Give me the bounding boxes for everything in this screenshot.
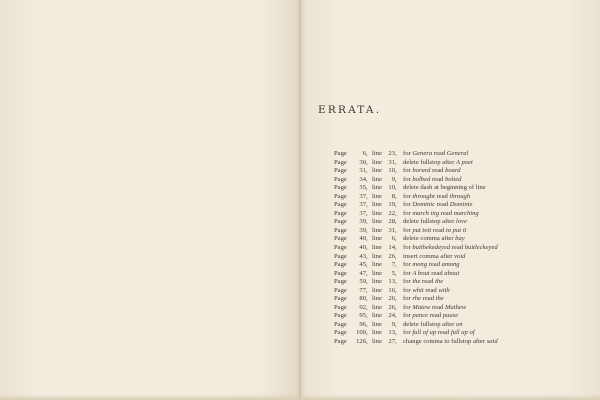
page-number: 40 [359,244,366,252]
separator: , [395,192,397,200]
line-number: 27 [388,338,395,346]
correction-word: read [431,226,446,234]
line-word: line [372,184,382,192]
errata-row [334,329,574,338]
italic-word: march ing [412,209,440,217]
errata-row [334,278,574,287]
correction-word: read [430,167,446,175]
errata-row [334,338,574,347]
page-word: Page [334,192,347,200]
italic-word: about [444,269,460,277]
line-number: 28 [388,218,395,226]
separator: , [395,252,397,260]
separator: , [366,158,368,166]
separator: , [366,175,368,183]
separator: , [366,192,368,200]
line-word: line [372,167,382,175]
line-word: line [372,201,382,209]
italic-word: throught [412,192,435,200]
line-number: 19 [388,201,395,209]
line-word: line [372,150,382,157]
page-word: Page [334,286,347,294]
page-word: Page [334,175,347,183]
book-gutter [299,0,301,400]
separator: , [366,226,368,234]
page-number: 31 [359,167,366,175]
errata-row [334,261,574,270]
line-number: 9 [391,320,395,328]
separator: , [395,226,397,234]
correction-word: read [428,312,443,320]
line-number: 31 [388,158,395,166]
page-number: 37 [359,192,366,200]
correction-text [401,193,573,202]
correction-word: read [430,303,445,311]
correction-text [401,312,573,321]
errata-list [334,150,574,347]
line-number: 8 [391,192,395,200]
italic-word: Genera [412,150,433,157]
correction-word: read [423,286,439,294]
errata-row [334,304,574,313]
correction-word: for [403,286,413,294]
correction-word: delete dash at beginning of line [403,184,486,192]
italic-word: the [435,295,444,303]
separator: , [366,338,368,346]
italic-word: Dominie [449,201,473,209]
italic-word: board [445,167,461,175]
errata-row [334,287,574,296]
page-number: 40 [359,235,366,243]
correction-word: for [403,226,413,234]
correction-word: for [403,192,413,200]
page-word: Page [334,338,347,346]
page-word: Page [334,150,347,157]
separator: , [366,184,368,192]
correction-word: read [450,244,465,252]
errata-row [334,270,574,279]
errata-row [334,184,574,193]
line-number: 26 [388,252,395,260]
errata-row [334,210,574,219]
italic-word: the [435,278,444,286]
line-number: 23 [388,150,395,157]
line-word: line [372,244,382,252]
line-word: line [372,278,382,286]
line-word: line [372,303,382,311]
correction-word: for [403,175,413,183]
correction-word: for [403,312,413,320]
line-word: line [372,192,382,200]
page-number: 100 [356,329,366,337]
correction-text [401,329,573,338]
italic-word: A poet [455,158,473,166]
italic-word: Mathew [444,303,467,311]
errata-row [334,227,574,236]
line-word: line [372,226,382,234]
italic-word: said [486,338,498,346]
italic-word: through [449,192,471,200]
correction-text [401,278,573,287]
correction-word: for [403,303,413,311]
line-number: 26 [388,295,395,303]
page-word: Page [334,312,347,320]
separator: , [366,201,368,209]
line-word: line [372,235,382,243]
errata-row [334,312,574,321]
page-number: 35 [359,184,366,192]
page-number: 37 [359,201,366,209]
correction-word: delete fullstop after [403,158,456,166]
errata-row [334,218,574,227]
separator: , [395,295,397,303]
separator: , [395,244,397,252]
line-word: line [372,261,382,269]
correction-word: read [427,261,442,269]
italic-word: full up of [450,329,475,337]
line-number: 10 [388,167,395,175]
page-number: 126 [356,338,366,346]
page-number: 34 [359,175,366,183]
separator: , [395,269,397,277]
errata-row [334,295,574,304]
page-word: Page [334,209,347,217]
page-word: Page [334,184,347,192]
correction-word: change comma to fullstop after [403,338,487,346]
page-number: 59 [359,278,366,286]
page-word: Page [334,295,347,303]
correction-word: for [403,201,413,209]
correction-text [401,338,573,347]
correction-word: for [403,244,413,252]
separator: , [366,209,368,217]
italic-word: Dominic [412,201,436,209]
separator: , [395,175,397,183]
correction-word: delete fullstop after [403,320,456,328]
separator: , [395,184,397,192]
page-word: Page [334,303,347,311]
italic-word: void [454,252,466,260]
italic-word: put toit [412,226,432,234]
line-number: 31 [388,226,395,234]
page-number: 39 [359,226,366,234]
correction-text [401,304,573,313]
line-number: 13 [388,329,395,337]
correction-text [401,295,573,304]
correction-text [401,218,573,227]
errata-row [334,253,574,262]
correction-text [401,270,573,279]
page-number: 6 [362,150,366,157]
page-number: 43 [359,252,366,260]
correction-word: read [436,329,451,337]
line-word: line [372,175,382,183]
separator: , [395,320,397,328]
errata-row [334,321,574,330]
errata-row [334,150,574,159]
separator: , [366,167,368,175]
page-word: Page [334,252,347,260]
page-number: 77 [359,286,366,294]
line-number: 14 [388,244,395,252]
italic-word: pance [412,312,429,320]
correction-word: for [403,209,413,217]
correction-word: read [434,192,450,200]
line-word: line [372,312,382,320]
correction-text [401,261,573,270]
line-word: line [372,286,382,294]
line-number: 16 [388,286,395,294]
italic-word: on [455,320,463,328]
separator: , [366,295,368,303]
page-number: 96 [359,320,366,328]
errata-row [334,176,574,185]
errata-row [334,201,574,210]
italic-word: whit [412,286,424,294]
page-number: 47 [359,269,366,277]
errata-row [334,193,574,202]
separator: , [395,167,397,175]
line-number: 6 [391,235,395,243]
italic-word: the [412,278,421,286]
italic-word: buitleckeyed [464,244,498,252]
line-word: line [372,295,382,303]
page-number: 45 [359,261,366,269]
page-word: Page [334,261,347,269]
line-number: 7 [391,261,395,269]
page-word: Page [334,278,347,286]
separator: , [366,252,368,260]
line-word: line [372,209,382,217]
page-word: Page [334,226,347,234]
correction-text [401,244,573,253]
separator: , [366,235,368,243]
separator: , [395,329,397,337]
page-word: Page [334,201,347,209]
correction-word: delete comma after [403,235,456,243]
separator: , [366,303,368,311]
correction-text [401,227,573,236]
separator: , [395,303,397,311]
correction-text [401,167,573,176]
line-word: line [372,252,382,260]
page-number: 95 [359,312,366,320]
separator: , [366,286,368,294]
separator: , [395,261,397,269]
page-word: Page [334,167,347,175]
correction-text [401,253,573,262]
italic-word: General [446,150,469,157]
separator: , [366,278,368,286]
italic-word: A bout [412,269,430,277]
line-word: line [372,158,382,166]
separator: , [366,320,368,328]
italic-word: borard [412,167,431,175]
page-number: 92 [359,303,366,311]
correction-text [401,321,573,330]
separator: , [366,312,368,320]
separator: , [366,269,368,277]
correction-text [401,159,573,168]
separator: , [395,286,397,294]
page-word: Page [334,329,347,337]
italic-word: bay [455,235,465,243]
italic-word: marching [453,209,479,217]
correction-word: insert comma after [403,252,455,260]
line-number: 9 [391,175,395,183]
correction-word: for [403,150,413,157]
line-number: 26 [388,303,395,311]
errata-row [334,159,574,168]
errata-row [334,244,574,253]
correction-word: read [435,201,450,209]
italic-word: buithekedeyed [412,244,451,252]
page-number: 39 [359,218,366,226]
correction-word: read [439,209,454,217]
errata-row [334,235,574,244]
separator: , [395,312,397,320]
separator: , [395,209,397,217]
correction-word: read [429,269,445,277]
separator: , [366,244,368,252]
separator: , [366,150,368,157]
correction-text [401,201,573,210]
page-number: 80 [359,295,366,303]
line-number: 10 [388,184,395,192]
correction-word: read [432,150,447,157]
correction-word: for [403,278,413,286]
separator: , [395,338,397,346]
correction-text [401,235,573,244]
line-word: line [372,338,382,346]
correction-word: for [403,269,413,277]
correction-text [401,184,573,193]
line-word: line [372,269,382,277]
line-number: 24 [388,312,395,320]
line-word: line [372,329,382,337]
italic-word: bolbed [412,175,431,183]
italic-word: Matew [412,303,431,311]
italic-word: rhe [412,295,422,303]
italic-word: to put it [445,226,467,234]
italic-word: love [455,218,467,226]
correction-word: for [403,295,413,303]
page-word: Page [334,269,347,277]
line-word: line [372,218,382,226]
separator: , [366,218,368,226]
errata-row [334,167,574,176]
separator: , [395,150,397,157]
separator: , [395,201,397,209]
italic-word: pause [442,312,459,320]
page-word: Page [334,235,347,243]
separator: , [366,261,368,269]
separator: , [366,329,368,337]
line-number: 22 [388,209,395,217]
correction-word: delete fullstop after [403,218,456,226]
line-number: 13 [388,278,395,286]
correction-text [401,150,573,159]
separator: , [395,158,397,166]
page-title: ERRATA. [318,104,382,116]
line-word: line [372,320,382,328]
italic-word: bolted [444,175,462,183]
correction-word: for [403,167,413,175]
line-number: 5 [391,269,395,277]
separator: , [395,218,397,226]
correction-text [401,287,573,296]
italic-word: with [438,286,450,294]
separator: , [395,278,397,286]
correction-text [401,210,573,219]
page-word: Page [334,218,347,226]
italic-word: mong [412,261,427,269]
correction-word: read [420,278,436,286]
page-word: Page [334,244,347,252]
page-word: Page [334,320,347,328]
italic-word: full of up [412,329,437,337]
correction-word: read [421,295,436,303]
page-number: 30 [359,158,366,166]
page-edge [0,394,600,400]
page-word: Page [334,158,347,166]
correction-word: for [403,261,413,269]
correction-word: read [430,175,445,183]
correction-text [401,176,573,185]
page-number: 37 [359,209,366,217]
italic-word: among [441,261,460,269]
correction-word: for [403,329,413,337]
separator: , [395,235,397,243]
